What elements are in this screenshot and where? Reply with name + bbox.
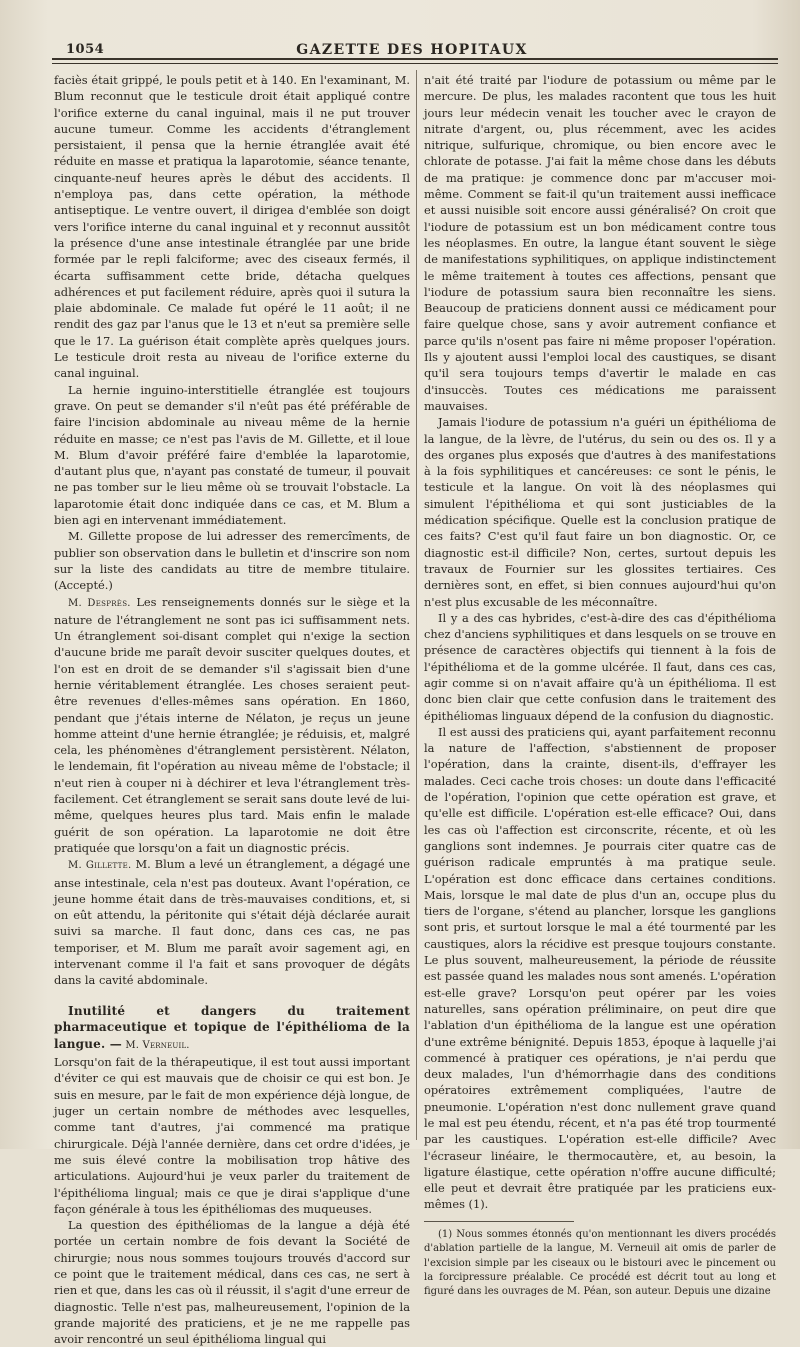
section-heading bbox=[54, 1003, 410, 1055]
left-column bbox=[54, 72, 410, 1347]
page-number: 1054 bbox=[66, 42, 105, 57]
left-paragraph-2: La hernie inguino-interstitielle étranglée est toujours grave. On peut se demander s'il n'eût pas été préférable de faire l'incision abdominale au niveau même de la hernie réduite en masse; ce n'est pas l'avis de M. Gillette, et il loue M. Blum d'avoir préféré faire d'emblée la laparotomie, d'autant plus que, n'ayant pas constaté de tumeur, il pouvait ne pas tomber sur le lieu même où se trouvait l'obstacle. La laparotomie était donc indiquée dans ce cas, et M. Blum a bien agi en intervenant immédiatement. bbox=[54, 382, 410, 528]
right-paragraph-4: Il est aussi des praticiens qui, ayant parfaitement reconnu la nature de l'affection, s'abstiennent de proposer l'opération, dans la crainte, disent-ils, d'effrayer les malades. Ceci cache trois choses: un doute dans l'efficacité de l'opération, l'opinion que cette opération est grave, et qu'elle est difficile. L'opération est-elle efficace? Oui, dans les cas où l'affection est circonscrite, récente, et où les ganglions sont indemnes. Je pourrais citer quatre cas de guérison radicale empruntés à ma pratique seule. L'opération est donc efficace dans certaines conditions. Mais, lorsque le mal date de plus d'un an, occupe plus du tiers de l'organe, s'étend au plancher, lorsque les ganglions sont pris, et surtout lorsque le mal a été tourmenté par les caustiques, alors la récidive est presque toujours constante. Le plus souvent, malheureusement, la période de réussite est passée quand les malades nous sont amenés. L'opération est-elle grave? Lorsqu'on peut opérer par les voies naturelles, sans opération préliminaire, on peut dire que l'ablation d'un épithélioma de la langue est une opération d'une extrême bénignité. Depuis 1853, époque à laquelle j'ai commencé à pratiquer ces opérations, je n'ai perdu que deux malades, l'un d'hémorrhagie dans des conditions opératoires extrêmement compliquées, l'autre de pneumonie. L'opération n'est donc nullement grave quand le mal est peu étendu, récent, et n'a pas été trop tourmenté par les caustiques. L'opération est-elle difficile? Avec l'écraseur linéaire, le thermocautère, et, au besoin, la ligature élastique, cette opération n'offre aucune difficulté; elle peut et devrait être pratiquée par les praticiens eux-mêmes (1). bbox=[424, 724, 776, 1212]
footnote-rule bbox=[424, 1221, 574, 1222]
section-title: Inutilité et dangers du traitement pharmaceutique et topique de l'épithélioma de la langue. — bbox=[54, 1003, 410, 1051]
right-column bbox=[424, 72, 776, 1300]
right-paragraph-2: Jamais l'iodure de potassium n'a guéri un épithélioma de la langue, de la lèvre, de l'utérus, du sein ou des os. Il y a des organes plus exposés que d'autres à des manifestations à la fois syphilitiques et cancéreuses: ce sont le pénis, le testicule et la langue. On voit là des néoplasmes qui simulent l'épithélioma et qui sont justiciables de la médication spécifique. Quelle est la conclusion pratique de ces faits? C'est qu'il faut faire un bon diagnostic. Or, ce diagnostic est-il difficile? Non, certes, surtout depuis les travaux de Fournier sur les glossites tertiaires. Ces dernières sont, en effet, si bien connues aujourd'hui qu'on n'est plus excusable de les méconnaître. bbox=[424, 415, 776, 609]
left-paragraph-5 bbox=[54, 856, 410, 988]
left-paragraph-3: M. Gillette propose de lui adresser des remercîments, de publier son observation dans le bulletin et d'inscrire son nom sur la liste des candidats au titre de membre titulaire. (Accepté.) bbox=[54, 529, 410, 593]
journal-title: GAZETTE DES HOPITAUX bbox=[296, 42, 528, 58]
left-paragraph-5-text: M. Blum a levé un étranglement, a dégagé une anse intestinale, cela n'est pas douteux. Avant l'opération, ce jeune homme était dans de très-mauvaises conditions, et, si on eût attendu, la péritonite qui s'était déjà déclarée aurait suivi sa marche. Il faut donc, dans ces cas, ne pas temporiser, et M. Blum me paraît avoir sagement agi, en intervenant comme il l'a fait et sans provoquer de dégâts dans la cavité abdominale. bbox=[54, 857, 410, 988]
right-paragraph-1: n'ait été traité par l'iodure de potassium ou même par le mercure. De plus, les malades racontent que tous les huit jours leur médecin venait les toucher avec le crayon de nitrate d'argent, ou, plus récemment, avec les acides nitrique, sulfurique, chromique, ou bien encore avec le chlorate de potasse. J'ai fait la même chose dans les débuts de ma pratique: je commence donc par m'accuser moi-même. Comment se fait-il qu'un traitement aussi inefficace et aussi nuisible soit encore aussi généralisé? On croit que l'iodure de potassium est un bon médicament contre tous les néoplasmes. En outre, la langue étant souvent le siège de manifestations syphilitiques, on applique indistinctement le même traitement à toutes ces affections, pensant que l'iodure de potassium saura bien reconnaître les siens. Beaucoup de praticiens donnent aussi ce médicament pour faire quelque chose, sans y avoir autrement confiance et parce qu'ils n'osent pas faire ni même proposer l'opération. Ils y ajoutent aussi l'emploi local des caustiques, se disant qu'il sera toujours temps d'avertir le malade en cas d'insuccès. Toutes ces médications me paraissent mauvaises. bbox=[424, 73, 776, 413]
left-paragraph-4-text: Les renseignements donnés sur le siège et la nature de l'étranglement ne sont pas ici suffisamment nets. Un étranglement soi-disant complet qui n'exige la section d'aucune bride me paraît devoir susciter quelques doutes, et l'on est en droit de se demander s'il s'agissait bien d'une hernie véritablement étranglée. Les choses seraient peut-être revenues d'elles-mêmes sans opération. En 1860, pendant que j'étais interne de Nélaton, je reçus un jeune homme atteint d'une hernie étranglée; je réduisis, et, malgré cela, les phénomènes d'étranglement persistèrent. Nélaton, le lendemain, fit l'opération au niveau même de l'obstacle; il n'eut rien à couper ni à déchirer et leva l'étranglement très-facilement. Cet étranglement se serait sans doute levé de lui-même, quelques heures plus tard. Mais enfin le malade guérit de son opération. La laparotomie ne doit être pratiquée que lorsqu'on a fait un diagnostic précis. bbox=[54, 594, 410, 855]
left-paragraph-6: Lorsqu'on fait de la thérapeutique, il est tout aussi important d'éviter ce qui est mauvais que de choisir ce qui est bon. Je suis en mesure, par le fait de mon expérience déjà longue, de juger un certain nombre de méthodes avec lesquelles, comme tant d'autres, j'ai commencé ma pratique chirurgicale. Déjà l'année dernière, dans cet ordre d'idées, je me suis élevé contre la mobilisation trop hâtive des articulations. Aujourd'hui je veux parler du traitement de l'épithélioma lingual; mais ce que je dirai s'applique d'une façon générale à tous les épithéliomas des muqueuses. bbox=[54, 1055, 410, 1216]
speaker-gillette: M. Gillette. bbox=[68, 860, 132, 872]
footnote: (1) Nous sommes étonnés qu'on mentionnant les divers procédés d'ablation partielle de la langue, M. Verneuil ait omis de parler de l'excision simple par les ciseaux ou le bistouri avec le pincement ou la forcipressure préalable. Ce procédé est décrit tout au long et figuré dans les ouvrages de M. Péan, son auteur. Depuis une dizaine bbox=[424, 1228, 776, 1298]
page-header bbox=[52, 32, 772, 72]
left-paragraph-4 bbox=[54, 594, 410, 857]
left-paragraph-1: faciès était grippé, le pouls petit et à 140. En l'examinant, M. Blum reconnut que le testicule droit était appliqué contre l'orifice externe du canal inguinal, mais il ne put trouver aucune tumeur. Comme les accidents d'étranglement persistaient, il pensa que la hernie étranglée avait été réduite en masse et pratiqua la laparotomie, séance tenante, cinquante-neuf heures après le début des accidents. Il n'employa pas, dans cette opération, la méthode antiseptique. Le ventre ouvert, il dirigea d'emblée son doigt vers l'orifice interne du canal inguinal et y reconnut aussitôt la présence d'une anse intestinale étranglée par une bride formée par le repli falciforme; avec des ciseaux fermés, il écarta suffisamment cette bride, détacha quelques adhérences et put facilement réduire, après quoi il sutura la plaie abdominale. Ce malade fut opéré le 11 août; il ne rendit des gaz par l'anus que le 13 et n'eut sa première selle que le 17. La guérison était complète après quelques jours. Le testicule droit resta au niveau de l'orifice externe du canal inguinal. bbox=[54, 73, 410, 381]
left-paragraph-7: La question des épithéliomas de la langue a déjà été portée un certain nombre de fois devant la Société de chirurgie; nous nous sommes toujours trouvés d'accord sur ce point que le traitement médical, dans ces cas, ne sert à rien et que, dans les cas où il réussit, il s'agit d'une erreur de diagnostic. Telle n'est pas, malheureusement, l'opinion de la grande majorité des praticiens, et je ne me rappelle pas avoir rencontré un seul épithélioma lingual qui bbox=[54, 1218, 410, 1347]
header-rule-thin bbox=[52, 63, 778, 64]
header-rule bbox=[52, 58, 778, 60]
speaker-despres: M. Desprès. bbox=[68, 597, 131, 609]
column-divider bbox=[416, 70, 417, 1140]
section-author: M. Verneuil. bbox=[121, 1039, 190, 1051]
right-paragraph-3: Il y a des cas hybrides, c'est-à-dire des cas d'épithélioma chez d'anciens syphilitiques et dans lesquels on se trouve en présence de caractères objectifs qui tiennent à la fois de l'épithélioma et de la gomme ulcérée. Il faut, dans ces cas, agir comme si on n'avait affaire qu'à un épithélioma. Il est donc bien clair que cette confusion dans le traitement des épithéliomas linguaux dépend de la confusion du diagnostic. bbox=[424, 610, 776, 723]
